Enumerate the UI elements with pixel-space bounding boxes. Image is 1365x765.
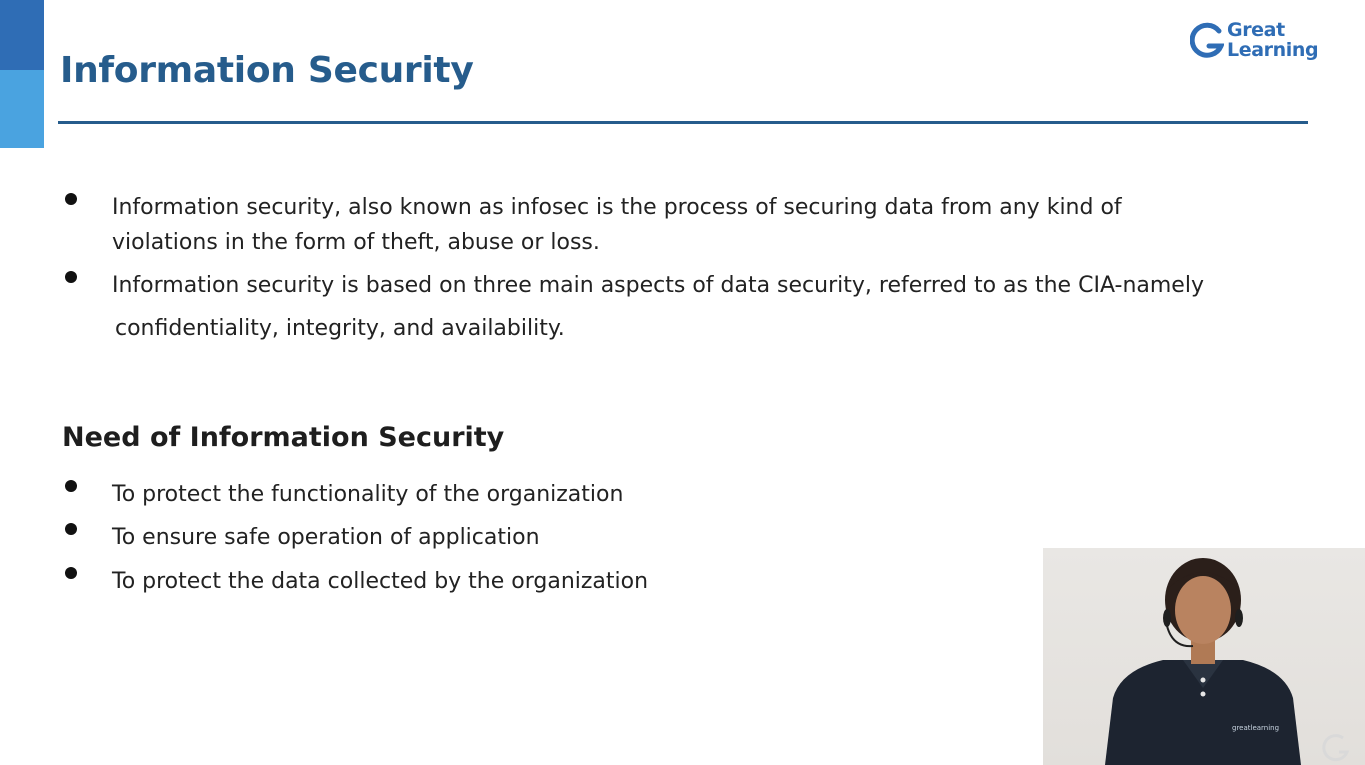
shirt-text: greatlearning <box>1232 724 1280 732</box>
bullet-dot-icon <box>65 567 77 579</box>
great-learning-g-icon <box>1190 22 1224 62</box>
bullet-dot-icon <box>65 271 77 283</box>
bullet-dot-icon <box>65 523 77 535</box>
bullet-dot-icon <box>65 480 77 492</box>
presenter-figure <box>1043 548 1365 765</box>
bullet-text-line: confidentiality, integrity, and availability. <box>115 316 565 341</box>
presenter-video <box>1043 548 1365 765</box>
logo-line-2: Learning <box>1227 39 1319 61</box>
slide-accent-bar-top <box>0 0 44 70</box>
bullet-text-line: Information security is based on three main aspects of data security, referred to as the CIA-namely <box>112 273 1204 298</box>
logo-line-1: Great <box>1227 19 1285 41</box>
title-divider <box>58 121 1308 124</box>
bullet-text-line: violations in the form of theft, abuse or loss. <box>112 230 600 255</box>
slide-accent-bar-bottom <box>0 70 44 148</box>
bullet-text: To protect the functionality of the organization <box>112 482 624 507</box>
bullet-text-line: Information security, also known as infosec is the process of securing data from any kind of <box>112 195 1122 220</box>
bullet-text: To ensure safe operation of application <box>112 525 540 550</box>
watermark-g-icon <box>1324 736 1347 760</box>
section-subtitle: Need of Information Security <box>62 422 505 453</box>
great-learning-logo <box>1190 20 1330 64</box>
bullet-text: To protect the data collected by the organization <box>112 569 649 594</box>
bullet-dot-icon <box>65 193 77 205</box>
slide-title: Information Security <box>60 50 474 91</box>
